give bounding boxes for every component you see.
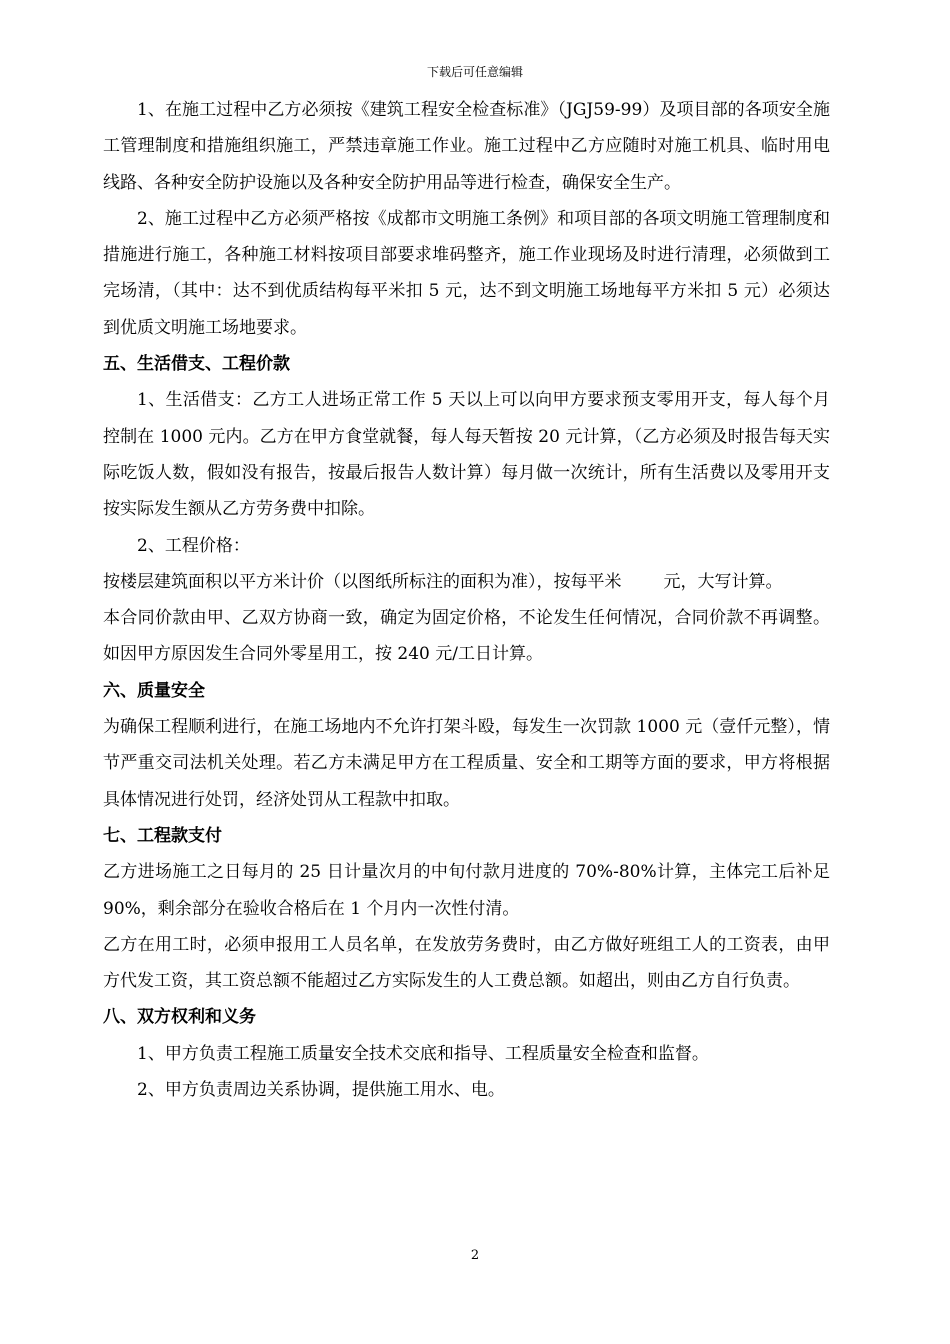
price-basis-tail: 元，大写计算。 bbox=[663, 571, 783, 592]
section-heading-5: 五、生活借支、工程价款 bbox=[103, 354, 290, 375]
section-heading-6: 六、质量安全 bbox=[103, 680, 205, 701]
paragraph-price-basis bbox=[103, 564, 830, 600]
paragraph-safety-standard: 1、在施工过程中乙方必须按《建筑工程安全检查标准》（JGJ59-99）及项目部的各项安全施工管理制度和措施组织施工，严禁违章施工作业。施工过程中乙方应随时对施工机具、临时用电线路、各种安全防护设施以及各种安全防护用品等进行检查，确保安全生产。 bbox=[103, 100, 830, 193]
paragraph-living-advance: 1、生活借支：乙方工人进场正常工作 5 天以上可以向甲方要求预支零用开支，每人每个月控制在 1000 元内。乙方在甲方食堂就餐，每人每天暂按 20 元计算，（乙方必须及时报告每天实际吃饭人数，假如没有报告，按最后报告人数计算）每月做一次统计，所有生活费以及零用开支按实际发生额从乙方劳务费中扣除。 bbox=[103, 390, 830, 520]
paragraph-project-price-title: 2、工程价格： bbox=[137, 535, 250, 556]
paragraph-fixed-price: 本合同价款由甲、乙双方协商一致，确定为固定价格，不论发生任何情况，合同价款不再调整。如因甲方原因发生合同外零星用工，按 240 元/工日计算。 bbox=[103, 608, 830, 665]
page-header: 下载后可任意编辑 bbox=[426, 65, 523, 79]
paragraph-quality-safety: 为确保工程顺利进行，在施工场地内不允许打架斗殴，每发生一次罚款 1000 元（壹仟元整），情节严重交司法机关处理。若乙方未满足甲方在工程质量、安全和工期等方面的要求，甲方将根据具体情况进行处罚，经济处罚从工程款中扣取。 bbox=[103, 717, 830, 810]
paragraph-wage-payment: 乙方在用工时，必须申报用工人员名单，在发放劳务费时，由乙方做好班组工人的工资表，由甲方代发工资，其工资总额不能超过乙方实际发生的人工费总额。如超出，则由乙方自行负责。 bbox=[103, 934, 830, 992]
paragraph-payment-schedule: 乙方进场施工之日每月的 25 日计量次月的中旬付款月进度的 70%-80%计算，主体完工后补足 90%，剩余部分在验收合格后在 1 个月内一次性付清。 bbox=[103, 862, 830, 919]
section-heading-8: 八、双方权利和义务 bbox=[103, 1007, 256, 1028]
price-basis-text: 按楼层建筑面积以平方米计价（以图纸所标注的面积为准），按每平米 bbox=[103, 571, 622, 592]
paragraph-civilized-construction: 2、施工过程中乙方必须严格按《成都市文明施工条例》和项目部的各项文明施工管理制度和措施进行施工，各种施工材料按项目部要求堆码整齐，施工作业现场及时进行清理，必须做到工完场清，（其中：达不到优质结构每平米扣 5 元，达不到文明施工场地每平方米扣 5 元）必须达到优质文明施工场地要求。 bbox=[103, 208, 830, 338]
page-number: 2 bbox=[470, 1248, 480, 1263]
document-body bbox=[103, 92, 830, 1108]
paragraph-party-a-duty-2: 2、甲方负责周边关系协调，提供施工用水、电。 bbox=[137, 1080, 505, 1101]
paragraph-party-a-duty-1: 1、甲方负责工程施工质量安全技术交底和指导、工程质量安全检查和监督。 bbox=[137, 1043, 709, 1064]
section-heading-7: 七、工程款支付 bbox=[103, 825, 222, 846]
